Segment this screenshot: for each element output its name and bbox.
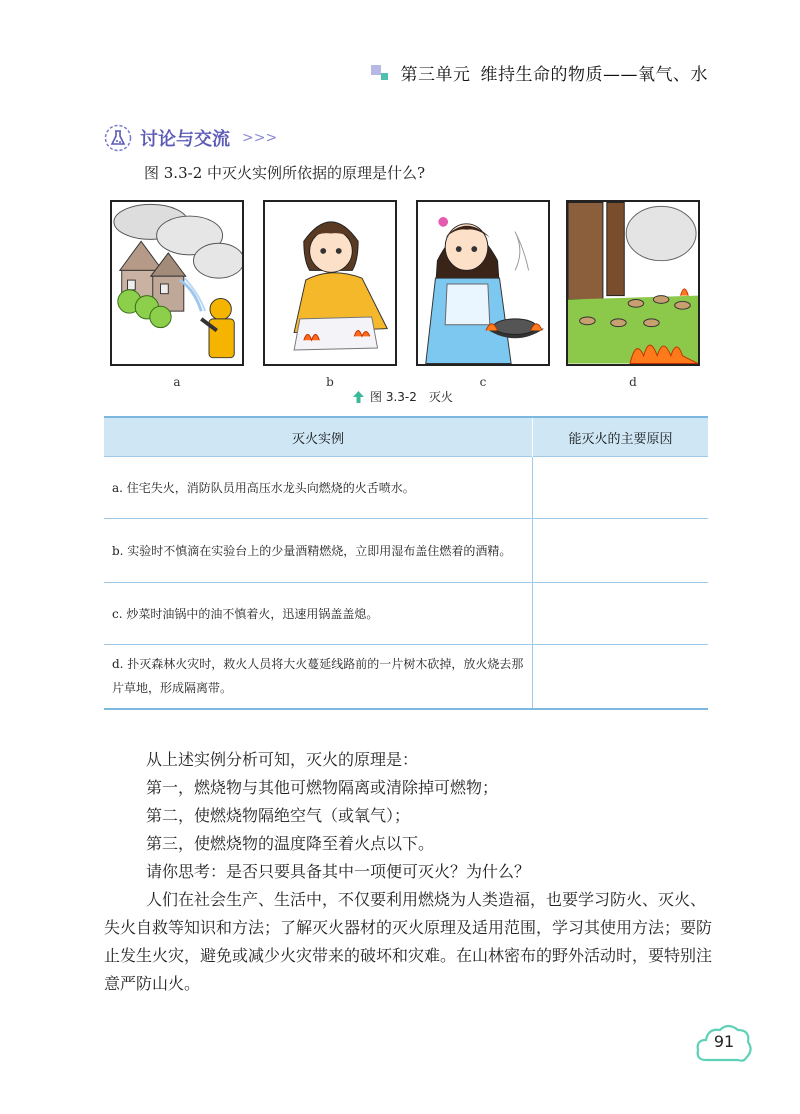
figure-caption-number: 图 3.3-2 [370, 390, 417, 404]
illustration-d-firebreak [566, 200, 700, 366]
flask-icon [104, 124, 132, 152]
illustration-b-wet-cloth [263, 200, 397, 366]
table-cell-reason [533, 583, 709, 645]
fire-extinguish-table [104, 416, 708, 710]
table-cell-reason [533, 519, 709, 583]
table-row [104, 519, 708, 583]
table-row [104, 583, 708, 645]
unit-label: 第三单元 [400, 65, 471, 85]
body-paragraph: 人们在社会生产、生活中，不仅要利用燃烧为人类造福，也要学习防火、灭火、失火自救等知识和方法；了解灭火器材的灭火原理及适用范围，学习其使用方法；要防止发生火灾，避免或减少火灾带来的破坏和灾难。在山林密布的野外活动时，要特别注意严防山火。 [104, 890, 713, 993]
table-row [104, 457, 708, 519]
table-cell-example: a. 住宅失火，消防队员用高压水龙头向燃烧的火舌喷水。 [104, 457, 533, 519]
page-header [371, 60, 709, 85]
table-header-row [104, 417, 708, 457]
body-line: 第二，使燃烧物隔绝空气（或氧气）； [146, 806, 411, 825]
illustration-b-label: b [326, 375, 334, 389]
page-number: 91 [713, 1032, 735, 1051]
header-squares-icon [371, 65, 391, 81]
body-line: 从上述实例分析可知，灭火的原理是： [146, 750, 419, 769]
illustration-a-house-fire [110, 200, 244, 366]
table-header-reason: 能灭火的主要原因 [533, 417, 709, 457]
illustration-c-label: c [479, 375, 487, 389]
illustration-d-label: d [629, 375, 637, 389]
discussion-arrows: >>> [242, 130, 278, 146]
body-line: 第三，使燃烧物的温度降至着火点以下。 [146, 834, 435, 853]
body-line: 第一，燃烧物与其他可燃物隔离或清除掉可燃物； [146, 778, 499, 797]
page-number-badge [694, 1018, 754, 1068]
discussion-title: 讨论与交流 [140, 129, 230, 150]
table-cell-reason [533, 645, 709, 709]
table-cell-example: d. 扑灭森林火灾时，救火人员将大火蔓延线路前的一片树木砍掉，放火烧去那片草地，形成隔离带。 [104, 645, 533, 709]
table-header-example: 灭火实例 [104, 417, 533, 457]
illustration-c-wok-lid [416, 200, 550, 366]
discussion-heading [104, 124, 277, 152]
body-text [104, 746, 716, 998]
table-row [104, 645, 708, 709]
up-arrow-icon [353, 391, 364, 403]
body-line: 请你思考：是否只要具备其中一项便可灭火？为什么？ [146, 862, 531, 881]
table-cell-example: b. 实验时不慎滴在实验台上的少量酒精燃烧，立即用湿布盖住燃着的酒精。 [104, 519, 533, 583]
figure-caption-text: 灭火 [428, 390, 453, 404]
figure-caption [353, 388, 453, 405]
illustration-a-label: a [173, 375, 181, 389]
table-cell-example: c. 炒菜时油锅中的油不慎着火，迅速用锅盖盖熄。 [104, 583, 533, 645]
discussion-question: 图 3.3-2 中灭火实例所依据的原理是什么? [144, 164, 426, 182]
table-cell-reason [533, 457, 709, 519]
unit-title: 维持生命的物质——氧气、水 [480, 65, 708, 85]
